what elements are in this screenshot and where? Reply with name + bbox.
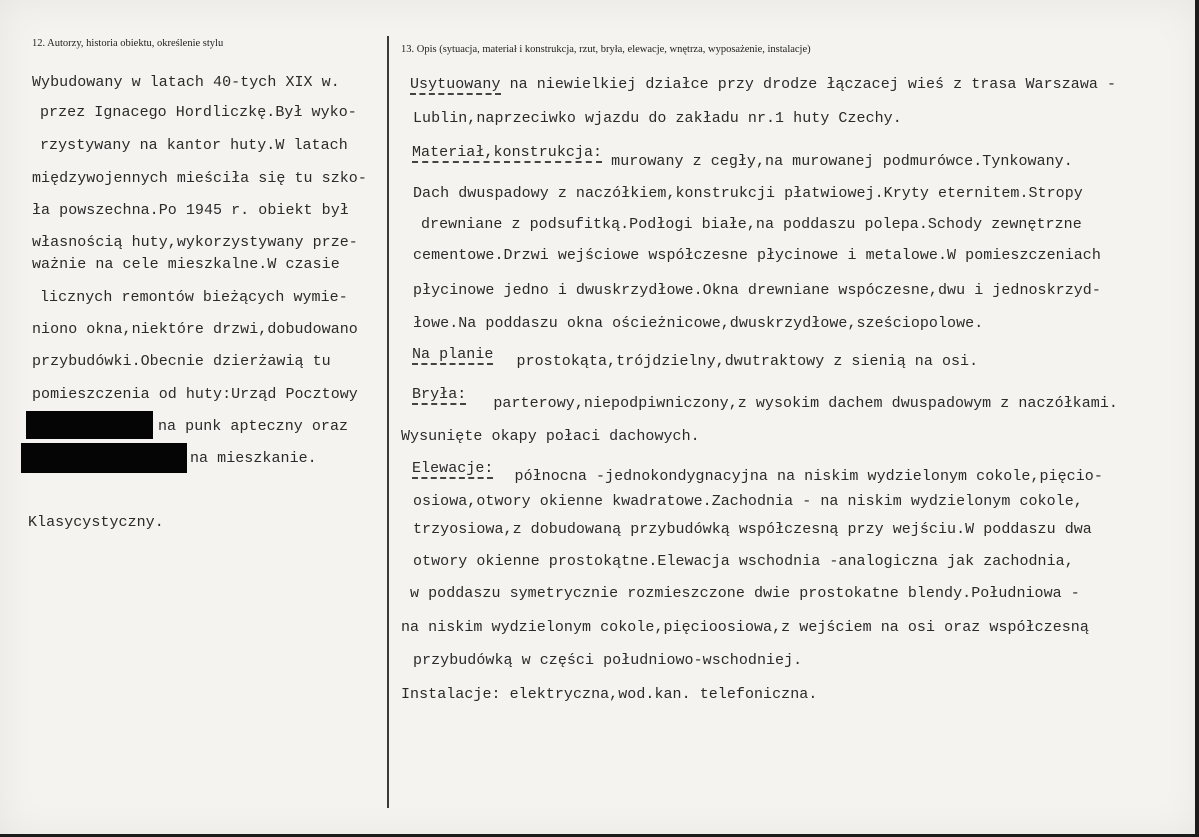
instalacje-line: Instalacje: elektryczna,wod.kan. telefoniczna. [401,686,818,703]
section12-line: licznych remontów bieżących wymie- [40,289,348,306]
page-edge-right [1195,0,1199,837]
elewacje-label: Elewacje: [412,460,494,477]
section12-line: ła powszechna.Po 1945 r. obiekt był [32,202,349,219]
usytuowany-text: na niewielkiej działce przy drodze łączacej wieś z trasa Warszawa - [509,76,1117,93]
section12-line: niono okna,niektóre drzwi,dobudowano [32,321,358,338]
material-line: Dach dwuspadowy z naczółkiem,konstrukcji płatwiowej.Kryty eternitem.Stropy [413,185,1083,202]
section12-heading: 12. Autorzy, historia obiektu, określenie stylu [32,38,224,49]
section12-line: międzywojennych mieściła się tu szko- [32,170,367,187]
plan-label: Na planie [412,346,494,363]
elewacje-text: północna -jednokondygnacyjna na niskim wydzielonym cokole,pięcio- [514,468,1103,485]
usytuowany-label: Usytuowany [410,76,501,93]
elewacje-line: osiowa,otwory okienne kwadratowe.Zachodnia - na niskim wydzielonym cokole, [413,493,1083,510]
elewacje-line: w poddaszu symetrycznie rozmieszczone dwie prostokatne blendy.Południowa - [410,585,1080,602]
material-line: drewniane z podsufitką.Podłogi białe,na poddaszu polepa.Schody zewnętrzne [421,216,1082,233]
section12-line: rzystywany na kantor huty.W latach [40,137,348,154]
bryla-cont: Wysunięte okapy połaci dachowych. [401,428,700,445]
elewacje-line: przybudówką w części południowo-wschodniej. [413,652,803,669]
section12-line: na punk apteczny oraz [158,418,349,435]
material-text: murowany z cegły,na murowanej podmurówce.Tynkowany. [611,153,1073,170]
section12-line: własnością huty,wykorzystywany prze- [32,234,358,251]
section12-line: Wybudowany w latach 40-tych XIX w. [32,74,340,91]
material-line: cementowe.Drzwi wejściowe współczesne płycinowe i metalowe.W pomieszczeniach [413,247,1101,264]
style-designation: Klasycystyczny. [28,514,164,531]
usytuowany-cont: Lublin,naprzeciwko wjazdu do zakładu nr.1 huty Czechy. [413,110,902,127]
section12-line: pomieszczenia od huty:Urząd Pocztowy [32,386,358,403]
section12-line: przez Ignacego Hordliczkę.Był wyko- [40,104,357,121]
column-divider [387,36,389,808]
section12-line: na mieszkanie. [190,450,317,467]
section13-heading: 13. Opis (sytuacja, materiał i konstrukcja, rzut, bryła, elewacje, wnętrza, wyposażenie, instalacje) [401,44,811,55]
redacted-block [21,443,187,473]
redacted-block [26,411,153,439]
elewacje-line: trzyosiowa,z dobudowaną przybudówką współczesną przy wejściu.W poddaszu dwa [413,521,1092,538]
elewacje-line: na niskim wydzielonym cokole,pięcioosiowa,z wejściem na osi oraz współczesną [401,619,1089,636]
elewacje-line: otwory okienne prostokątne.Elewacja wschodnia -analogiczna jak zachodnia, [413,553,1074,570]
bryla-text: parterowy,niepodpiwniczony,z wysokim dachem dwuspadowym z naczółkami. [493,395,1118,412]
bryla-label: Bryła: [412,386,467,403]
material-line: płycinowe jedno i dwuskrzydłowe.Okna drewniane wspóczesne,dwu i jednoskrzyd- [413,282,1101,299]
plan-text: prostokąta,trójdzielny,dwutraktowy z sienią na osi. [516,353,979,370]
material-line: łowe.Na poddaszu okna ościeżnicowe,dwuskrzydłowe,sześciopolowe. [413,315,984,332]
section12-line: ważnie na cele mieszkalne.W czasie [32,256,340,273]
section12-line: przybudówki.Obecnie dzierżawią tu [32,353,331,370]
material-label: Materiał,konstrukcja: [412,144,603,161]
